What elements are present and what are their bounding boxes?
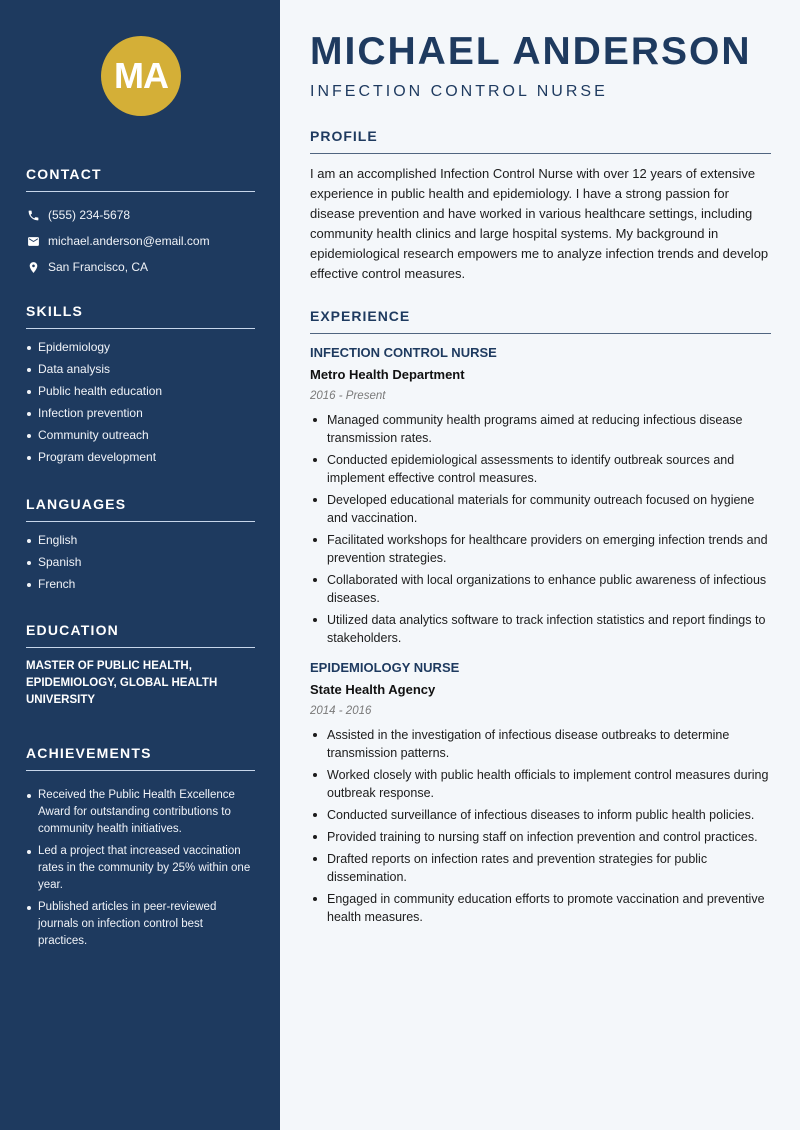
skill-item: Community outreach [26,427,255,444]
profile-text: I am an accomplished Infection Control Nurse with over 12 years of extensive experience in public health and epidemiology. I have a strong passion for disease prevention and have worked in various healthcare settings, including community health clinics and large hospital systems. My background in epidemiological research empowers me to analyze infection trends and develop effective control measures. [310,166,769,281]
achievement-item: Led a project that increased vaccination rates in the community by 25% within one year. [26,843,255,894]
job-bullet: Conducted surveillance of infectious diseases to inform public health policies. [310,806,771,824]
avatar-initials: MA [114,55,168,96]
job-title: EPIDEMIOLOGY NURSE [310,660,460,675]
job-bullet: Conducted epidemiological assessments to identify outbreak sources and implement effective control measures. [310,451,771,487]
email-icon [26,234,40,248]
phone-text: (555) 234-5678 [48,208,131,222]
job-bullet: Drafted reports on infection rates and prevention strategies for public dissemination. [310,850,771,886]
languages-list [26,532,255,593]
skill-item: Infection prevention [26,405,255,422]
languages-heading: LANGUAGES [26,496,255,522]
job-bullet: Facilitated workshops for healthcare providers on emerging infection trends and prevention strategies. [310,531,771,567]
job-bullet: Collaborated with local organizations to enhance public awareness of infectious diseases. [310,571,771,607]
language-item: French [26,576,255,593]
achievements-heading: ACHIEVEMENTS [26,745,255,771]
skill-item: Program development [26,449,255,466]
job-company: Metro Health Department [310,367,465,382]
job-bullet: Developed educational materials for community outreach focused on hygiene and vaccination. [310,491,771,527]
profile-heading: PROFILE [310,128,771,154]
contact-location [26,254,255,280]
skills-list [26,339,255,466]
skills-heading: SKILLS [26,303,255,329]
job-company: State Health Agency [310,682,436,697]
contact-section [26,166,255,280]
skill-item: Epidemiology [26,339,255,356]
job-entry [310,659,771,926]
candidate-title: INFECTION CONTROL NURSE [310,83,608,100]
job-dates: 2014 - 2016 [310,705,372,717]
candidate-name: MICHAEL ANDERSON [310,30,752,73]
job-bullets [310,726,771,926]
achievement-item: Received the Public Health Excellence Award for outstanding contributions to community health initiatives. [26,787,255,838]
achievements-section [26,745,255,955]
avatar [101,36,181,116]
language-item: English [26,532,255,549]
education-degree: MASTER OF PUBLIC HEALTH, EPIDEMIOLOGY, GLOBAL HEALTH UNIVERSITY [26,660,218,706]
sidebar [0,0,280,1130]
location-pin-icon [26,260,40,274]
education-section [26,622,255,709]
job-title: INFECTION CONTROL NURSE [310,345,497,360]
experience-heading: EXPERIENCE [310,308,771,334]
achievement-item: Published articles in peer-reviewed journals on infection control best practices. [26,899,255,950]
job-bullet: Utilized data analytics software to track infection statistics and report findings to stakeholders. [310,611,771,647]
skill-item: Public health education [26,383,255,400]
job-bullet: Engaged in community education efforts to promote vaccination and preventive health measures. [310,890,771,926]
contact-email [26,228,255,254]
job-bullet: Managed community health programs aimed at reducing infectious disease transmission rates. [310,411,771,447]
education-heading: EDUCATION [26,622,255,648]
skills-section [26,303,255,471]
experience-section [310,308,771,930]
job-bullets [310,411,771,647]
location-text: San Francisco, CA [48,260,149,274]
profile-section [310,128,771,284]
achievements-list [26,787,255,950]
job-bullet: Assisted in the investigation of infectious disease outbreaks to determine transmission patterns. [310,726,771,762]
language-item: Spanish [26,554,255,571]
skill-item: Data analysis [26,361,255,378]
email-text: michael.anderson@email.com [48,234,210,248]
job-entry [310,344,771,647]
contact-heading: CONTACT [26,166,255,192]
contact-phone [26,202,255,228]
phone-icon [26,208,40,222]
job-bullet: Provided training to nursing staff on infection prevention and control practices. [310,828,771,846]
languages-section [26,496,255,598]
job-dates: 2016 - Present [310,390,386,402]
job-bullet: Worked closely with public health officials to implement control measures during outbreak response. [310,766,771,802]
